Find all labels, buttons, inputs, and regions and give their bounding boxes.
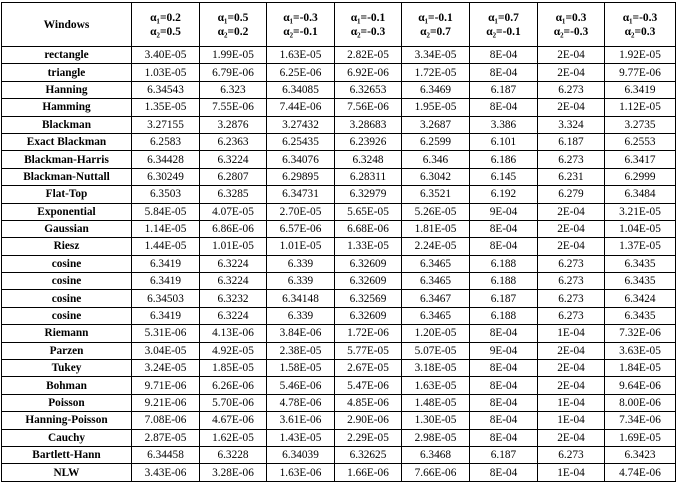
value-cell: 6.273	[538, 81, 605, 98]
value-cell: 1.35E-05	[132, 99, 200, 116]
value-cell: 6.29895	[267, 168, 335, 185]
window-results-table	[1, 2, 676, 482]
value-cell: 6.3419	[132, 255, 200, 272]
header-line-2: α₂=-0.1	[283, 25, 318, 38]
value-cell: 6.339	[267, 307, 335, 324]
value-cell: 6.346	[402, 151, 470, 168]
value-cell: 1.99E-05	[200, 47, 267, 64]
window-name-cell: Flat-Top	[2, 186, 132, 203]
value-cell: 6.3419	[132, 273, 200, 290]
value-cell: 6.3285	[200, 186, 267, 203]
value-cell: 4.85E-06	[335, 394, 402, 411]
table-row	[2, 360, 676, 377]
value-cell: 3.63E-05	[605, 342, 676, 359]
value-cell: 1.72E-05	[402, 64, 470, 81]
header-alpha-col-1	[132, 3, 200, 47]
value-cell: 6.32979	[335, 186, 402, 203]
value-cell: 1.72E-06	[335, 325, 402, 342]
table-row	[2, 64, 676, 81]
value-cell: 7.56E-06	[335, 99, 402, 116]
value-cell: 6.192	[470, 186, 538, 203]
value-cell: 3.386	[470, 116, 538, 133]
value-cell: 6.3503	[132, 186, 200, 203]
value-cell: 6.339	[267, 273, 335, 290]
value-cell: 6.34458	[132, 446, 200, 463]
value-cell: 6.3435	[605, 307, 676, 324]
value-cell: 6.3465	[402, 307, 470, 324]
value-cell: 6.3521	[402, 186, 470, 203]
value-cell: 1.44E-05	[132, 238, 200, 255]
value-cell: 3.27155	[132, 116, 200, 133]
value-cell: 2E-04	[538, 342, 605, 359]
value-cell: 5.84E-05	[132, 203, 200, 220]
table-body	[2, 47, 676, 482]
value-cell: 1.37E-05	[605, 238, 676, 255]
value-cell: 6.25435	[267, 133, 335, 150]
value-cell: 1.01E-05	[200, 238, 267, 255]
header-line-2: α₂=-0.1	[486, 25, 521, 38]
table-row	[2, 116, 676, 133]
value-cell: 3.04E-05	[132, 342, 200, 359]
table-row	[2, 325, 676, 342]
value-cell: 2E-04	[538, 360, 605, 377]
window-name-cell: rectangle	[2, 47, 132, 64]
value-cell: 6.101	[470, 133, 538, 150]
value-cell: 6.273	[538, 273, 605, 290]
value-cell: 1.81E-05	[402, 220, 470, 237]
value-cell: 1.43E-05	[267, 429, 335, 446]
value-cell: 2E-04	[538, 220, 605, 237]
value-cell: 6.34076	[267, 151, 335, 168]
table-row	[2, 151, 676, 168]
value-cell: 6.273	[538, 151, 605, 168]
value-cell: 2.82E-05	[335, 47, 402, 64]
window-name-cell: Bohman	[2, 377, 132, 394]
value-cell: 6.273	[538, 446, 605, 463]
value-cell: 2.98E-05	[402, 429, 470, 446]
value-cell: 6.323	[200, 81, 267, 98]
value-cell: 1.84E-05	[605, 360, 676, 377]
value-cell: 6.3469	[402, 81, 470, 98]
window-name-cell: Hamming	[2, 99, 132, 116]
results-table-container	[1, 2, 676, 482]
value-cell: 8E-04	[470, 220, 538, 237]
value-cell: 6.86E-06	[200, 220, 267, 237]
window-name-cell: Exponential	[2, 203, 132, 220]
value-cell: 8E-04	[470, 47, 538, 64]
value-cell: 2.24E-05	[402, 238, 470, 255]
value-cell: 2E-04	[538, 99, 605, 116]
value-cell: 8E-04	[470, 429, 538, 446]
table-row	[2, 186, 676, 203]
header-row	[2, 3, 676, 47]
value-cell: 7.44E-06	[267, 99, 335, 116]
window-name-cell: Bartlett-Hann	[2, 446, 132, 463]
header-line-1: α₁=-0.3	[283, 11, 318, 24]
value-cell: 5.46E-06	[267, 377, 335, 394]
value-cell: 6.92E-06	[335, 64, 402, 81]
value-cell: 6.34148	[267, 290, 335, 307]
value-cell: 1E-04	[538, 394, 605, 411]
value-cell: 3.324	[538, 116, 605, 133]
value-cell: 1.01E-05	[267, 238, 335, 255]
value-cell: 3.2687	[402, 116, 470, 133]
table-row	[2, 238, 676, 255]
table-row	[2, 220, 676, 237]
window-name-cell: cosine	[2, 273, 132, 290]
value-cell: 2E-04	[538, 203, 605, 220]
value-cell: 2.38E-05	[267, 342, 335, 359]
value-cell: 8E-04	[470, 360, 538, 377]
value-cell: 6.3248	[335, 151, 402, 168]
value-cell: 1.63E-05	[402, 377, 470, 394]
value-cell: 4.67E-06	[200, 412, 267, 429]
value-cell: 1E-04	[538, 464, 605, 481]
window-name-cell: Poisson	[2, 394, 132, 411]
value-cell: 6.32625	[335, 446, 402, 463]
table-row	[2, 168, 676, 185]
value-cell: 3.43E-06	[132, 464, 200, 481]
value-cell: 6.34085	[267, 81, 335, 98]
value-cell: 1.58E-05	[267, 360, 335, 377]
table-row	[2, 255, 676, 272]
window-name-cell: Riemann	[2, 325, 132, 342]
window-name-cell: Blackman-Nuttall	[2, 168, 132, 185]
value-cell: 6.3465	[402, 255, 470, 272]
window-name-cell: Riesz	[2, 238, 132, 255]
value-cell: 3.21E-05	[605, 203, 676, 220]
value-cell: 2E-04	[538, 377, 605, 394]
value-cell: 1E-04	[538, 412, 605, 429]
value-cell: 3.2735	[605, 116, 676, 133]
header-alpha-col-7	[538, 3, 605, 47]
header-alpha-col-3	[267, 3, 335, 47]
value-cell: 6.3224	[200, 151, 267, 168]
header-alpha-col-6	[470, 3, 538, 47]
table-row	[2, 446, 676, 463]
header-line-2: α₂=0.3	[624, 25, 656, 38]
value-cell: 7.34E-06	[605, 412, 676, 429]
value-cell: 6.187	[470, 446, 538, 463]
value-cell: 4.78E-06	[267, 394, 335, 411]
value-cell: 2.29E-05	[335, 429, 402, 446]
value-cell: 2E-04	[538, 238, 605, 255]
value-cell: 6.3465	[402, 273, 470, 290]
value-cell: 9.71E-06	[132, 377, 200, 394]
value-cell: 6.186	[470, 151, 538, 168]
header-line-2: α₂=-0.3	[553, 25, 589, 38]
value-cell: 6.339	[267, 255, 335, 272]
value-cell: 8E-04	[470, 64, 538, 81]
value-cell: 7.55E-06	[200, 99, 267, 116]
value-cell: 6.187	[470, 290, 538, 307]
value-cell: 6.3042	[402, 168, 470, 185]
window-name-cell: NLW	[2, 464, 132, 481]
value-cell: 9.21E-06	[132, 394, 200, 411]
value-cell: 1.66E-06	[335, 464, 402, 481]
value-cell: 2.67E-05	[335, 360, 402, 377]
value-cell: 3.61E-06	[267, 412, 335, 429]
table-row	[2, 342, 676, 359]
value-cell: 6.3419	[605, 81, 676, 98]
header-line-1: α₁=-0.1	[350, 11, 386, 24]
value-cell: 6.57E-06	[267, 220, 335, 237]
table-row	[2, 377, 676, 394]
value-cell: 6.2999	[605, 168, 676, 185]
value-cell: 6.32609	[335, 255, 402, 272]
value-cell: 6.3424	[605, 290, 676, 307]
value-cell: 1.14E-05	[132, 220, 200, 237]
window-name-cell: Exact Blackman	[2, 133, 132, 150]
value-cell: 6.3224	[200, 255, 267, 272]
value-cell: 1.92E-05	[605, 47, 676, 64]
value-cell: 7.08E-06	[132, 412, 200, 429]
value-cell: 6.2363	[200, 133, 267, 150]
value-cell: 5.77E-05	[335, 342, 402, 359]
value-cell: 1.33E-05	[335, 238, 402, 255]
header-line-1: α₁=0.2	[150, 11, 181, 24]
value-cell: 8E-04	[470, 394, 538, 411]
value-cell: 9E-04	[470, 342, 538, 359]
value-cell: 6.188	[470, 307, 538, 324]
value-cell: 3.40E-05	[132, 47, 200, 64]
value-cell: 1.20E-05	[402, 325, 470, 342]
header-windows	[2, 3, 132, 47]
value-cell: 1.62E-05	[200, 429, 267, 446]
value-cell: 6.2599	[402, 133, 470, 150]
header-line-2: α₂=0.2	[217, 25, 249, 38]
value-cell: 5.70E-06	[200, 394, 267, 411]
value-cell: 6.2807	[200, 168, 267, 185]
value-cell: 1.95E-05	[402, 99, 470, 116]
table-row	[2, 81, 676, 98]
value-cell: 5.65E-05	[335, 203, 402, 220]
value-cell: 4.74E-06	[605, 464, 676, 481]
table-row	[2, 273, 676, 290]
value-cell: 6.34039	[267, 446, 335, 463]
value-cell: 1.30E-05	[402, 412, 470, 429]
header-line-1: α₁=0.5	[217, 11, 249, 24]
value-cell: 7.32E-06	[605, 325, 676, 342]
value-cell: 5.07E-05	[402, 342, 470, 359]
value-cell: 6.187	[470, 81, 538, 98]
value-cell: 6.34731	[267, 186, 335, 203]
value-cell: 8E-04	[470, 377, 538, 394]
value-cell: 6.32653	[335, 81, 402, 98]
value-cell: 3.24E-05	[132, 360, 200, 377]
header-line-1: α₁=0.3	[555, 11, 587, 24]
value-cell: 8.00E-06	[605, 394, 676, 411]
table-row	[2, 429, 676, 446]
value-cell: 9.64E-06	[605, 377, 676, 394]
header-line-2: α₂=0.5	[150, 25, 181, 38]
header-alpha-col-2	[200, 3, 267, 47]
value-cell: 6.279	[538, 186, 605, 203]
table-row	[2, 412, 676, 429]
header-line-1: α₁=-0.1	[418, 11, 453, 24]
value-cell: 6.3435	[605, 255, 676, 272]
value-cell: 4.07E-05	[200, 203, 267, 220]
window-name-cell: cosine	[2, 255, 132, 272]
value-cell: 6.28311	[335, 168, 402, 185]
value-cell: 6.3484	[605, 186, 676, 203]
value-cell: 3.18E-05	[402, 360, 470, 377]
value-cell: 6.3468	[402, 446, 470, 463]
value-cell: 1.63E-06	[267, 464, 335, 481]
header-line-1: α₁=0.7	[488, 11, 519, 24]
value-cell: 6.32609	[335, 273, 402, 290]
value-cell: 6.32569	[335, 290, 402, 307]
table-row	[2, 99, 676, 116]
value-cell: 6.273	[538, 290, 605, 307]
header-line-1: Windows	[43, 18, 90, 31]
value-cell: 3.34E-05	[402, 47, 470, 64]
table-row	[2, 464, 676, 481]
table-row	[2, 394, 676, 411]
value-cell: 6.3423	[605, 446, 676, 463]
value-cell: 8E-04	[470, 325, 538, 342]
value-cell: 3.27432	[267, 116, 335, 133]
value-cell: 2.87E-05	[132, 429, 200, 446]
value-cell: 6.68E-06	[335, 220, 402, 237]
header-alpha-col-8	[605, 3, 676, 47]
window-name-cell: triangle	[2, 64, 132, 81]
value-cell: 3.28E-06	[200, 464, 267, 481]
value-cell: 1.12E-05	[605, 99, 676, 116]
window-name-cell: Tukey	[2, 360, 132, 377]
value-cell: 6.3224	[200, 307, 267, 324]
value-cell: 1.69E-05	[605, 429, 676, 446]
value-cell: 6.2583	[132, 133, 200, 150]
value-cell: 6.273	[538, 307, 605, 324]
value-cell: 5.47E-06	[335, 377, 402, 394]
value-cell: 3.2876	[200, 116, 267, 133]
value-cell: 6.3419	[132, 307, 200, 324]
window-name-cell: Blackman-Harris	[2, 151, 132, 168]
value-cell: 6.3232	[200, 290, 267, 307]
table-row	[2, 133, 676, 150]
table-row	[2, 290, 676, 307]
value-cell: 3.28683	[335, 116, 402, 133]
value-cell: 6.2553	[605, 133, 676, 150]
value-cell: 2.70E-05	[267, 203, 335, 220]
window-name-cell: cosine	[2, 290, 132, 307]
header-line-2: α₂=-0.3	[350, 25, 386, 38]
window-name-cell: Blackman	[2, 116, 132, 133]
value-cell: 6.26E-06	[200, 377, 267, 394]
value-cell: 8E-04	[470, 464, 538, 481]
table-row	[2, 307, 676, 324]
value-cell: 5.31E-06	[132, 325, 200, 342]
value-cell: 4.92E-05	[200, 342, 267, 359]
value-cell: 1.63E-05	[267, 47, 335, 64]
value-cell: 6.34503	[132, 290, 200, 307]
value-cell: 9E-04	[470, 203, 538, 220]
table-row	[2, 47, 676, 64]
window-name-cell: cosine	[2, 307, 132, 324]
value-cell: 2E-04	[538, 429, 605, 446]
window-name-cell: Hanning-Poisson	[2, 412, 132, 429]
table-row	[2, 203, 676, 220]
value-cell: 1E-04	[538, 325, 605, 342]
window-name-cell: Gaussian	[2, 220, 132, 237]
value-cell: 8E-04	[470, 412, 538, 429]
value-cell: 1.85E-05	[200, 360, 267, 377]
header-line-1: α₁=-0.3	[622, 11, 658, 24]
value-cell: 6.187	[538, 133, 605, 150]
value-cell: 1.04E-05	[605, 220, 676, 237]
value-cell: 6.23926	[335, 133, 402, 150]
value-cell: 8E-04	[470, 99, 538, 116]
value-cell: 6.32609	[335, 307, 402, 324]
value-cell: 3.84E-06	[267, 325, 335, 342]
value-cell: 6.79E-06	[200, 64, 267, 81]
value-cell: 6.231	[538, 168, 605, 185]
value-cell: 6.3228	[200, 446, 267, 463]
value-cell: 6.3417	[605, 151, 676, 168]
value-cell: 6.25E-06	[267, 64, 335, 81]
header-line-2: α₂=0.7	[420, 25, 451, 38]
window-name-cell: Cauchy	[2, 429, 132, 446]
value-cell: 6.188	[470, 273, 538, 290]
value-cell: 6.3435	[605, 273, 676, 290]
window-name-cell: Parzen	[2, 342, 132, 359]
value-cell: 2E-04	[538, 64, 605, 81]
value-cell: 5.26E-05	[402, 203, 470, 220]
value-cell: 4.13E-06	[200, 325, 267, 342]
value-cell: 6.34428	[132, 151, 200, 168]
value-cell: 1.03E-05	[132, 64, 200, 81]
value-cell: 6.30249	[132, 168, 200, 185]
value-cell: 6.34543	[132, 81, 200, 98]
value-cell: 9.77E-06	[605, 64, 676, 81]
value-cell: 7.66E-06	[402, 464, 470, 481]
value-cell: 2.90E-06	[335, 412, 402, 429]
window-name-cell: Hanning	[2, 81, 132, 98]
value-cell: 8E-04	[470, 238, 538, 255]
value-cell: 1.48E-05	[402, 394, 470, 411]
value-cell: 6.3467	[402, 290, 470, 307]
value-cell: 6.145	[470, 168, 538, 185]
value-cell: 6.3224	[200, 273, 267, 290]
value-cell: 6.188	[470, 255, 538, 272]
header-alpha-col-4	[335, 3, 402, 47]
header-alpha-col-5	[402, 3, 470, 47]
value-cell: 2E-04	[538, 47, 605, 64]
value-cell: 6.273	[538, 255, 605, 272]
